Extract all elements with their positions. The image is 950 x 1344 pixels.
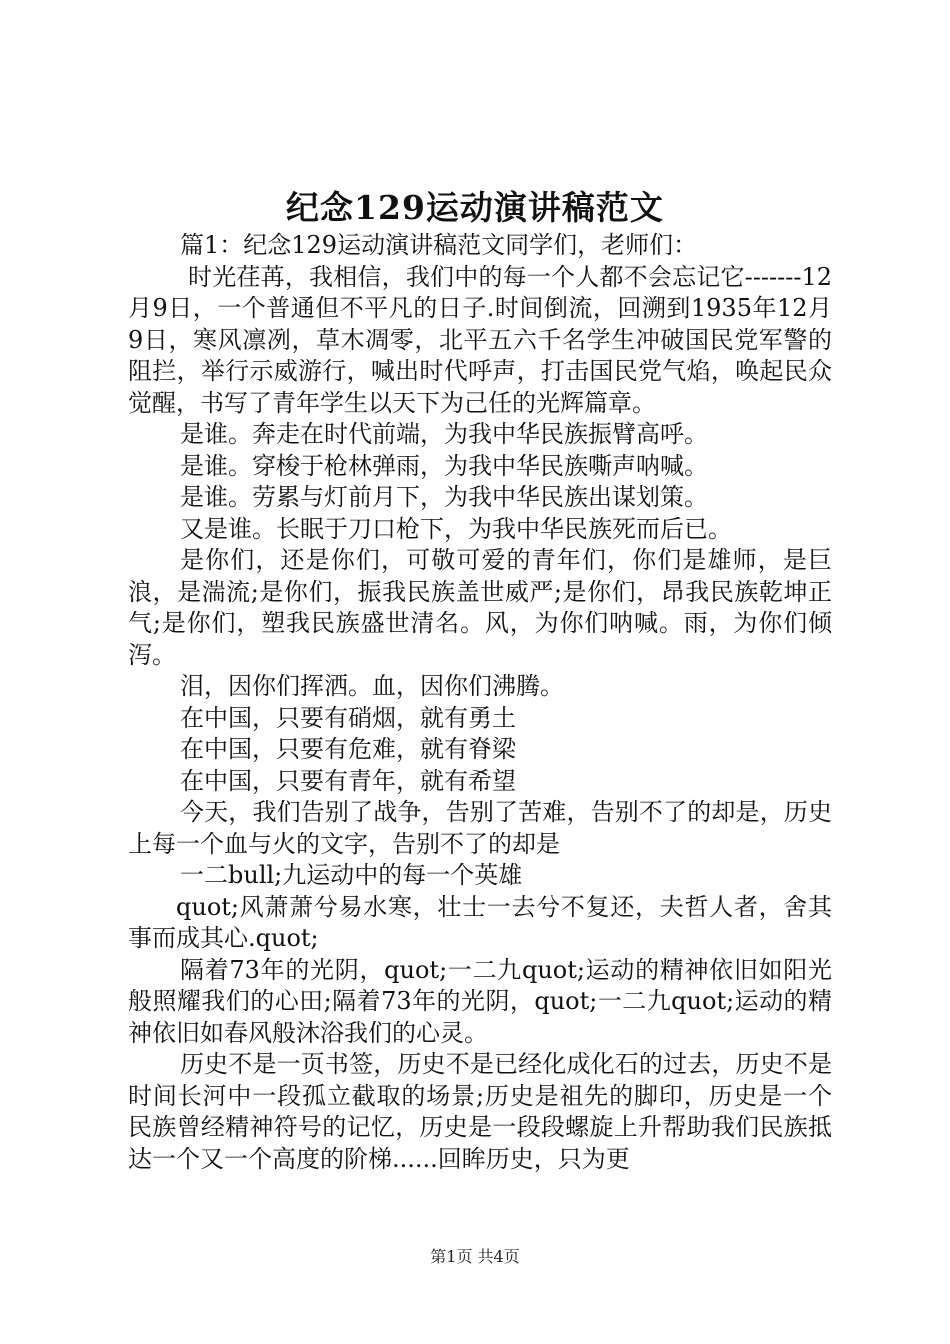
paragraph: 泪，因你们挥洒。血，因你们沸腾。 xyxy=(180,672,564,700)
paragraph: 是你们，还是你们，可敬可爱的青年们，你们是雄师，是巨浪，是湍流;是你们，振我民族盖世威严;是你们，昂我民族乾坤正气;是你们，塑我民族盛世清名。风，为你们呐喊。雨，为你们倾泻。 xyxy=(128,546,832,669)
paragraph: 在中国，只要有青年，就有希望 xyxy=(180,766,516,795)
paragraph: 在中国，只要有硝烟，就有勇土 xyxy=(180,703,516,732)
paragraph: 是谁。奔走在时代前端，为我中华民族振臂高呼。 xyxy=(180,420,708,448)
paragraph: 今天，我们告别了战争，告别了苦难，告别不了的却是，历史上每一个血与火的文字，告别不了的却是 xyxy=(128,798,832,858)
paragraph: 一二bull;九运动中的每一个英雄 xyxy=(180,861,523,889)
paragraph: 历史不是一页书签，历史不是已经化成化石的过去，历史不是时间长河中一段孤立截取的场景;历史是祖先的脚印，历史是一个民族曾经精神符号的记忆，历史是一段段螺旋上升帮助我们民族抵达一个又一个高度的阶梯......回眸历史，只为更 xyxy=(128,1050,832,1173)
paragraph: 篇1：纪念129运动演讲稿范文同学们，老师们： xyxy=(180,231,698,259)
paragraph: 是谁。穿梭于枪林弹雨，为我中华民族嘶声呐喊。 xyxy=(180,451,708,480)
paragraph: 隔着73年的光阴，quot;一二九quot;运动的精神依旧如阳光般照耀我们的心田;隔着73年的光阴，quot;一二九quot;运动的精神依旧如春风般沐浴我们的心灵。 xyxy=(128,955,832,1047)
page-number-footer: 第1页 共4页 xyxy=(430,1247,520,1266)
paragraph: 时光荏苒，我相信，我们中的每一个人都不会忘记它-------12月9日，一个普通但不平凡的日子.时间倒流，回溯到1935年12月9日，寒风凛冽，草木凋零，北平五六千名学生冲破国民党军警的阻拦，举行示威游行，喊出时代呼声，打击国民党气焰，唤起民众觉醒，书写了青年学生以天下为己任的光辉篇章。 xyxy=(128,262,832,417)
paragraph: 又是谁。长眠于刀口枪下，为我中华民族死而后已。 xyxy=(180,514,732,543)
document-title: 纪念129运动演讲稿范文 xyxy=(286,188,664,227)
paragraph: quot;风萧萧兮易水寒，壮士一去兮不复还，夫哲人者，舍其事而成其心.quot; xyxy=(128,892,832,952)
paragraph: 是谁。劳累与灯前月下，为我中华民族出谋划策。 xyxy=(180,483,708,511)
paragraph: 在中国，只要有危难，就有脊梁 xyxy=(180,735,516,763)
document-body xyxy=(128,230,832,1175)
